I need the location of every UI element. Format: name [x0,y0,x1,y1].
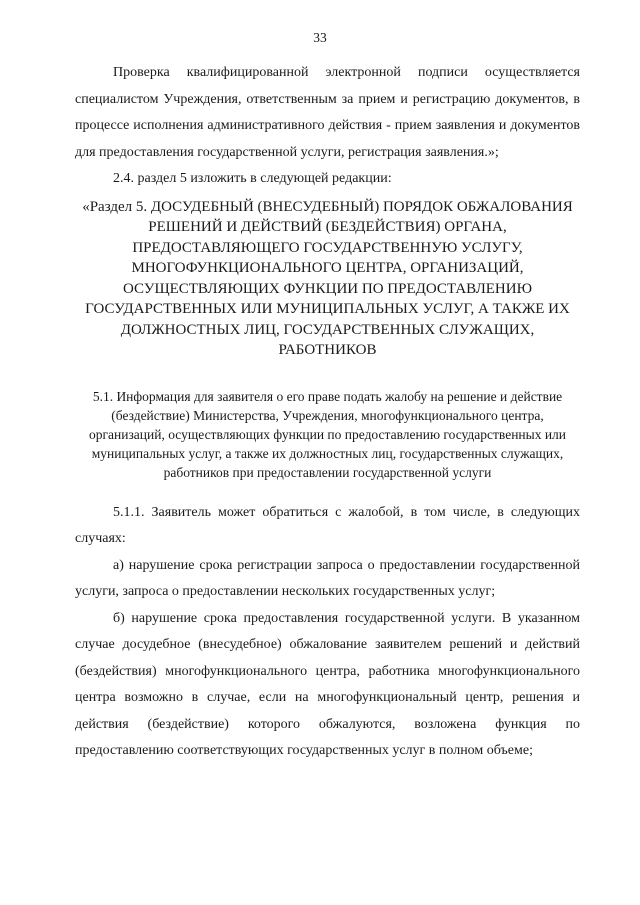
paragraph-item-a: а) нарушение срока регистрации запроса о предоставлении государственной услуги, запроса о предоставлении нескольких государственных услуг; [75,557,580,599]
page-content [75,60,580,765]
paragraph-amendment-2-4: 2.4. раздел 5 изложить в следующей редакции: [113,171,392,186]
paragraph-item-b: б) нарушение срока предоставления государственной услуги. В указанном случае досудебное (внесудебное) обжалование заявителем решений и действий (бездействия) многофункционального центра, работника многофункционального центра возможно в случае, если на многофункциональный центр, решения и действия (бездействие) которого обжалуются, возложена функция по предоставлению соответствующих государственных услуг в полном объеме; [75,610,580,758]
subsection-5-1-heading: 5.1. Информация для заявителя о его праве подать жалобу на решение и действие (бездействие) Министерства, Учреждения, многофункционального центра, организаций, осуществляющих функции по предоставлению государственных или муниципальных услуг, а также их должностных лиц, государственных служащих, работников при предоставлении государственной услуги [88,388,567,480]
section-5-heading: «Раздел 5. ДОСУДЕБНЫЙ (ВНЕСУДЕБНЫЙ) ПОРЯДОК ОБЖАЛОВАНИЯ РЕШЕНИЙ И ДЕЙСТВИЙ (БЕЗДЕЙСТВИЯ) ОРГАНА, ПРЕДОСТАВЛЯЮЩЕГО ГОСУДАРСТВЕННУЮ УСЛУГУ, МНОГОФУНКЦИОНАЛЬНОГО ЦЕНТРА, ОРГАНИЗАЦИЙ, ОСУЩЕСТВЛЯЮЩИХ ФУНКЦИИ ПО ПРЕДОСТАВЛЕНИЮ ГОСУДАРСТВЕННЫХ ИЛИ МУНИЦИПАЛЬНЫХ УСЛУГ, А ТАКЖЕ ИХ ДОЛЖНОСТНЫХ ЛИЦ, ГОСУДАРСТВЕННЫХ СЛУЖАЩИХ, РАБОТНИКОВ [82,198,573,358]
page-number: 33 [313,30,327,45]
paragraph-5-1-1: 5.1.1. Заявитель может обратиться с жалобой, в том числе, в следующих случаях: [75,504,580,546]
paragraph-signature-check: Проверка квалифицированной электронной подписи осуществляется специалистом Учреждения, ответственным за прием и регистрацию документов, в процессе исполнения административного действия - прием заявления и документов для предоставления государственной услуги, регистрация заявления.»; [75,65,580,160]
